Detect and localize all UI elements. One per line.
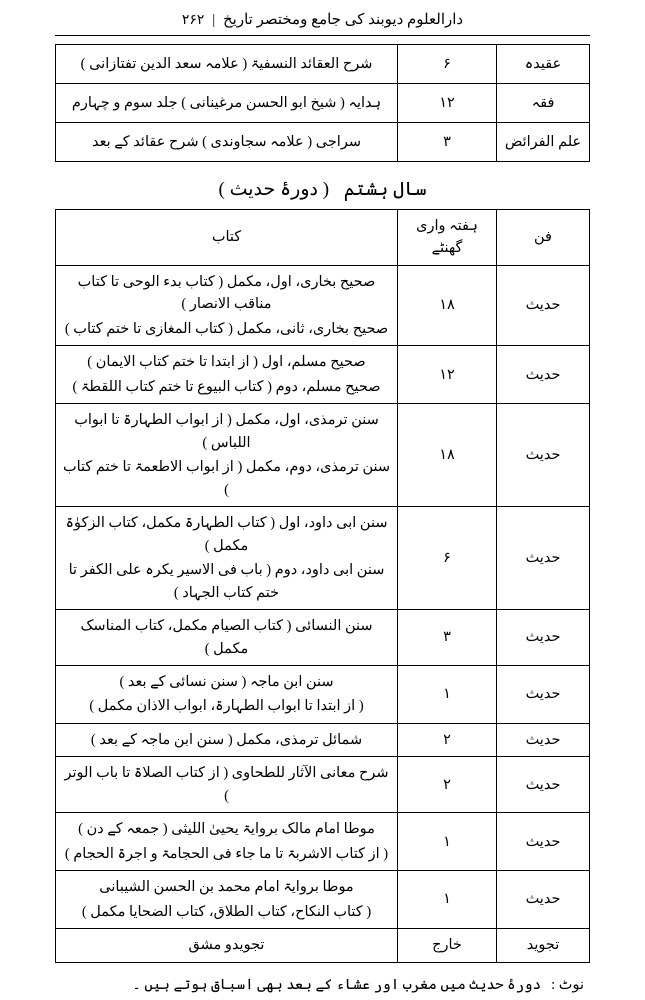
book-line: سنن ابی داود، اول ( کتاب الطہارۃ مکمل، کتاب الزکوٰۃ مکمل ) [65,515,388,554]
footer-note [55,977,590,994]
cell-book [56,929,398,962]
cell-fan: علم الفرائض [497,123,590,162]
cell-book: شرح العقائد النسفیۃ ( علامہ سعد الدین تفتازانی ) [56,45,398,84]
book-line: شمائل ترمذی، مکمل ( سنن ابن ماجہ کے بعد ) [90,731,363,748]
book-line: ( کتاب النکاح، کتاب الطلاق، کتاب الضحایا مکمل ) [81,903,372,920]
table-row [56,346,590,404]
table-header-row [56,210,590,266]
table-row [56,265,590,345]
cell-hours: ۶ [398,507,497,610]
dawra-hadith-table [55,209,590,963]
cell-fan: تجوید [497,929,590,962]
cell-book [56,346,398,404]
table-row [56,871,590,929]
cell-hours: خارج [398,929,497,962]
book-line: ( از ابتدا تا ابواب الطہارۃ، ابواب الاذان مکمل ) [89,698,364,715]
table-row [56,404,590,507]
cell-book: ہدایہ ( شیخ ابو الحسن مرغینانی ) جلد سوم و چہارم [56,84,398,123]
book-line: موطا امام مالک بروایۃ یحییٰ اللیثی ( جمعہ کے دن ) [78,821,375,838]
page-number: ۲۶۲ [181,13,205,28]
cell-fan: حدیث [497,757,590,813]
section-heading-sub: ( دورۂ حدیث ) [218,179,330,200]
table-row [56,84,590,123]
table-row [56,929,590,962]
book-line: صحیح مسلم، اول ( از ابتدا تا ختم کتاب الایمان ) [87,354,366,371]
header-fan: فن [497,210,590,266]
cell-book [56,813,398,871]
cell-fan: حدیث [497,610,590,666]
cell-fan: حدیث [497,265,590,345]
cell-hours: ۲ [398,723,497,756]
cell-fan: حدیث [497,507,590,610]
cell-fan: حدیث [497,871,590,929]
book-line: شرح معانی الآثار للطحاوی ( از کتاب الصلاۃ تا باب الوتر ) [64,765,389,804]
table-row [56,507,590,610]
cell-hours: ۳ [398,123,497,162]
cell-hours: ۳ [398,610,497,666]
cell-book [56,757,398,813]
cell-hours: ۱ [398,871,497,929]
continuation-table [55,44,590,162]
cell-hours: ۱۸ [398,265,497,345]
book-line: سنن ابی داود، دوم ( باب فی الاسیر یکرہ علی الکفر تا ختم کتاب الجہاد ) [68,562,385,601]
book-line: موطا بروایۃ امام محمد بن الحسن الشیبانی [99,879,354,896]
book-line: تجویدو مشق [188,937,265,954]
cell-book [56,871,398,929]
cell-fan: فقہ [497,84,590,123]
cell-hours: ۲ [398,757,497,813]
cell-book [56,507,398,610]
cell-hours: ۱۲ [398,84,497,123]
book-line: صحیح بخاری، اول، مکمل ( کتاب بدء الوحی تا کتاب مناقب الانصار ) [77,273,376,313]
cell-hours: ۱ [398,813,497,871]
header-title: دارالعلوم دیوبند کی جامع ومختصر تاریخ [222,12,464,28]
cell-book [56,610,398,666]
cell-hours: ۱۲ [398,346,497,404]
cell-fan: حدیث [497,404,590,507]
table-row [56,123,590,162]
table-row [56,723,590,756]
cell-fan: حدیث [497,346,590,404]
header-hours: ہفتہ واری گھنٹے [398,210,497,266]
table-row [56,45,590,84]
cell-book: سراجی ( علامہ سجاوندی ) شرح عقائد کے بعد [56,123,398,162]
book-line: سنن ترمذی، اول، مکمل ( از ابواب الطہارۃ تا ابواب اللباس ) [74,412,379,451]
header-book: کتاب [56,210,398,266]
cell-book [56,665,398,723]
table-row [56,813,590,871]
table-row [56,757,590,813]
header-separator: | [212,12,216,28]
book-line: صحیح بخاری، ثانی، مکمل ( کتاب المغازی تا ختم کتاب ) [64,320,389,337]
cell-hours: ۶ [398,45,497,84]
cell-fan: حدیث [497,723,590,756]
cell-fan: حدیث [497,813,590,871]
cell-hours: ۱۸ [398,404,497,507]
table-row [56,610,590,666]
table-row [56,665,590,723]
note-text: دورۂ حدیث میں مغرب اور عشاء کے بعد بھی اسباق ہوتے ہیں ۔ [132,976,542,993]
cell-book [56,404,398,507]
book-line: سنن ابن ماجہ ( سنن نسائی کے بعد ) [119,673,334,690]
page-header [55,10,590,33]
section-heading [55,178,590,201]
cell-book [56,265,398,345]
book-line: صحیح مسلم، دوم ( کتاب البیوع تا ختم کتاب اللقطۃ ) [72,378,381,395]
cell-fan: عقیدہ [497,45,590,84]
header-divider [55,35,590,36]
book-line: ( از کتاب الاشربۃ تا ما جاء فی الحجامۃ و اجرۃ الحجام ) [64,845,389,862]
book-line: سنن النسائی ( کتاب الصیام مکمل، کتاب المناسک مکمل ) [80,618,373,657]
cell-book [56,723,398,756]
cell-fan: حدیث [497,665,590,723]
section-heading-main: سال ہشتم [343,179,427,200]
cell-hours: ۱ [398,665,497,723]
note-label: نوٹ : [551,976,584,993]
book-line: سنن ترمذی، دوم، مکمل ( از ابواب الاطعمۃ تا ختم کتاب ) [62,459,391,498]
